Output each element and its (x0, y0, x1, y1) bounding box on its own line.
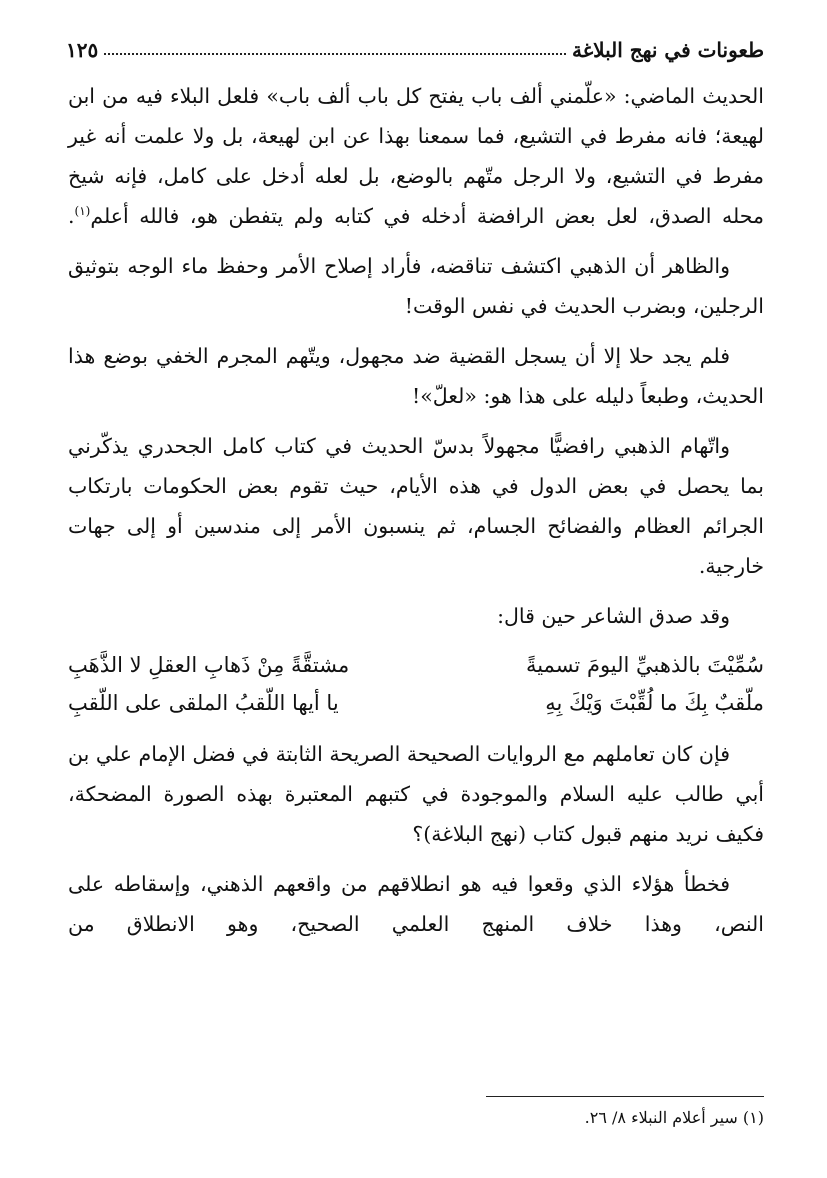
page-number: ١٢٥ (66, 38, 99, 62)
running-header (66, 28, 764, 62)
paragraph-end-punct: . (68, 204, 75, 228)
paragraph-accusation: واتّهام الذهبي رافضيًّا مجهولاً بدسّ الحديث في كتاب كامل الجحدري يذكّرني بما يحصل في بعض الدول في هذه الأيام، حيث تقوم بعض الحكومات بارتكاب الجرائم العظام والفضائح الجسام، ثم ينسبون الأمر إلى مندسين أو إلى جهات خارجية. (68, 434, 764, 578)
header-dot-leader (104, 53, 566, 55)
page-body (68, 76, 764, 954)
paragraph-poet-intro: وقد صدق الشاعر حين قال: (497, 604, 730, 628)
paragraph-hadith-continuation (68, 76, 764, 236)
paragraph-text: الحديث الماضي: «علّمني ألف باب يفتح كل باب ألف باب» فلعل البلاء فيه من ابن لهيعة؛ فانه مفرط في التشيع، فما سمعنا بهذا عن ابن لهيعة، بل ولا علمت أنه غير مفرط في التشيع، ولا الرجل متّهم بالوضع، بل لعله أدخل على كامل، فإنه شيخ محله الصدق، لعل بعض الرافضة أدخله في كتابه ولم يتفطن هو، فالله أعلم (68, 84, 764, 228)
poem-verse (68, 684, 764, 722)
paragraph-authentic-narrations: فإن كان تعاملهم مع الروايات الصحيحة الصريحة الثابتة في فضل الإمام علي بن أبي طالب عليه السلام والموجودة في كتبهم المعتبرة بهذه الصورة المضحكة، فكيف نريد منهم قبول كتاب (نهج البلاغة)؟ (68, 742, 764, 846)
verse-second-hemistich: مشتقَّةً مِنْ ذَهابِ العقلِ لا الذَّهَبِ (68, 653, 350, 677)
footnote: (١) سير أعلام النبلاء ٨/ ٢٦. (584, 1108, 764, 1127)
verse-first-hemistich: ملّقبٌ بِكَ ما لُقِّبْتَ وَيْكَ بِهِ (545, 691, 764, 715)
paragraph-dhahabi-contradiction: والظاهر أن الذهبي اكتشف تناقضه، فأراد إصلاح الأمر وحفظ ماء الوجه بتوثيق الرجلين، وبضرب الحديث في نفس الوقت! (68, 254, 764, 318)
paragraph-unknown-suspect: فلم يجد حلا إلا أن يسجل القضية ضد مجهول، ويتّهم المجرم الخفي بوضع هذا الحديث، وطبعاً دليله على هذا هو: «لعلّ»! (68, 344, 764, 408)
footnote-reference: (١) (74, 204, 91, 219)
verse-second-hemistich: يا أيها اللّقبُ الملقى على اللّقبِ (68, 691, 339, 715)
poem-verse (68, 646, 764, 684)
verse-first-hemistich: سُمِّيْتَ بالذهبيِّ اليومَ تسميةً (525, 653, 764, 677)
poem (68, 646, 764, 722)
footnote-separator (486, 1096, 764, 1097)
running-title: طعونات في نهج البلاغة (571, 38, 764, 62)
paragraph-methodology-error: فخطأ هؤلاء الذي وقعوا فيه هو انطلاقهم من واقعهم الذهني، وإسقاطه على النص، وهذا خلاف المنهج العلمي الصحيح، وهو الانطلاق من (68, 872, 764, 936)
